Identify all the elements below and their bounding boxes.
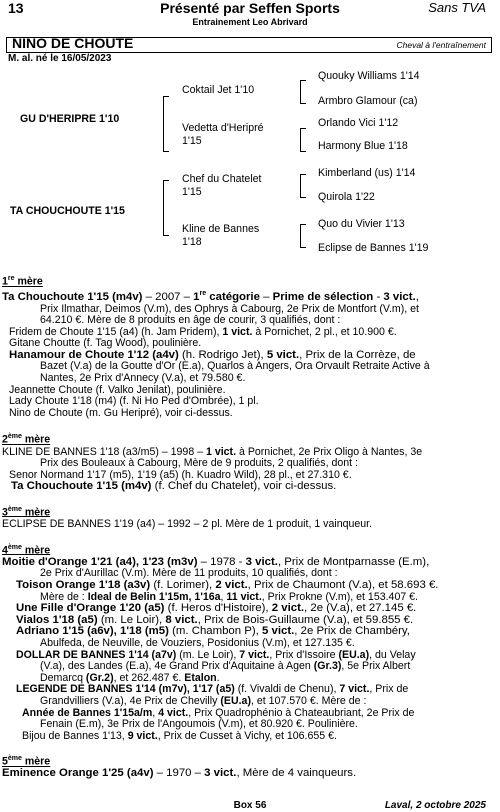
pedigree-sd-1: Vedetta d'Heripré (182, 122, 264, 134)
pedigree-sire: GU D'HERIPRE 1'10 (20, 113, 120, 125)
pedigree-sdd: Harmony Blue 1'18 (318, 140, 408, 152)
produce-annee-line-2: Fenain (E.m), 3e Prix de l'Angoumois (V.m), et 80.920 €. Poulinière. (40, 718, 358, 731)
produce-gitane: Gitane Choutte (f. Tag Wood), poulinière. (9, 337, 202, 350)
lot-number: 13 (8, 0, 24, 16)
dam-1-line: Ta Chouchoute 1'15 (m4v) – 2007 – 1re catégorie – Prime de sélection - 3 vict., (2, 290, 419, 303)
dam-4-line: Moitie d'Orange 1'21 (a4), 1'23 (m3v) – 1978 - 3 vict., Prix de Montparnasse (E.m), (2, 555, 430, 568)
horse-name: NINO DE CHOUTE (12, 35, 134, 51)
produce-jeannette: Jeannette Choute (f. Valko Jenilat), poulinière. (9, 383, 226, 396)
tax-status: Sans TVA (428, 0, 486, 15)
produce-legende-line-2: Grandvilliers (V.a), 4e Prix de Chevilly (EU.a), et 107.570 €. Mère de : (40, 694, 367, 707)
pedigree-ds-1: Chef du Chatelet (182, 173, 262, 185)
dam-4-line-2: 2e Prix d'Aurillac (V.m). Mère de 11 produits, 10 qualifiés, dont : (40, 567, 338, 580)
produce-vialos: Vialos 1'18 (a5) (m. Le Loir), 8 vict., Prix de Bois-Guillaume (V.a), et 59.855 €. (16, 613, 414, 626)
bracket-ss (300, 80, 306, 104)
dam-2-line: KLINE DE BANNES 1'18 (a3/m5) – 1998 – 1 vict. à Pornichet, 2e Prix Oligo à Nantes, 3e (2, 445, 423, 458)
pedigree-sds: Orlando Vici 1'12 (318, 117, 399, 129)
bracket-dd (300, 224, 306, 248)
pedigree-dss: Kimberland (us) 1'14 (318, 167, 416, 179)
produce-une-fille: Une Fille d'Orange 1'20 (a5) (f. Heros d'Histoire), 2 vict., 2e (V.a), et 27.145 €. (16, 602, 417, 615)
produce-dollar-line-2: (V.a), des Landes (E.a), 4e Grand Prix d'Aquitaine à Agen (Gr.3), 5e Prix Albert (40, 660, 411, 673)
produce-hanamour: Hanamour de Choute 1'12 (a4v) (h. Rodrigo Jet), 5 vict., Prix de la Corrèze, de (9, 348, 416, 361)
dam-5-line: Eminence Orange 1'25 (a4v) – 1970 – 3 vict., Mère de 4 vainqueurs. (2, 767, 357, 780)
bracket-sd (300, 128, 306, 152)
section-heading-1: 1re mère (2, 275, 43, 288)
box-number: Box 56 (233, 800, 267, 811)
pedigree-sss: Quouky Williams 1'14 (318, 70, 420, 82)
section-heading-4: 4ème mère (2, 543, 51, 557)
sale-date: Laval, 2 octobre 2025 (384, 800, 486, 811)
produce-toison-line-2: Mère de : Ideal de Belin 1'15m, 1'16a, 11 vict., Prix Prokne (V.m), et 153.407 €. (40, 590, 419, 603)
section-heading-3: 3ème mère (2, 505, 51, 519)
produce-adriano: Adriano 1'15 (a6v), 1'18 (m5) (m. Chambon P), 5 vict., 2e Prix de Chambéry, (16, 625, 410, 638)
produce-ta-chouchoute: Ta Chouchoute 1'15 (m4v) (f. Chef du Chatelet), voir ci-dessus. (11, 480, 337, 493)
produce-lady: Lady Choute 1'18 (m4) (f. Ni Ho Ped d'Ombrée), 1 pl. (9, 395, 259, 408)
pedigree-ss: Coktail Jet 1'10 (182, 84, 255, 96)
pedigree-ssd: Armbro Glamour (ca) (318, 95, 418, 107)
pedigree-dam: TA CHOUCHOUTE 1'15 (10, 205, 125, 217)
produce-dollar: DOLLAR DE BANNES 1'14 (a7v) (m. Le Loir), 7 vict., Prix d'Issoire (EU.a), du Velay (16, 648, 416, 661)
produce-adriano-line-2: Abulfeda, de Neuville, de Vouziers, Posidonius (V.m), et 127.135 €. (40, 636, 355, 649)
dam-3-line: ECLIPSE DE BANNES 1'19 (a4) – 1992 – 2 pl. Mère de 1 produit, 1 vainqueur. (2, 518, 373, 531)
pedigree-dd-1: Kline de Bannes (182, 223, 260, 235)
maternal-line (0, 273, 500, 780)
pedigree-sd-2: 1'15 (182, 135, 202, 147)
pedigree-ddd: Eclipse de Bannes 1'19 (318, 242, 429, 254)
page-title: Présenté par Seffen Sports (160, 0, 340, 16)
horse-status: Cheval à l'entraînement (396, 40, 486, 50)
pedigree-dd-2: 1'18 (182, 236, 202, 248)
produce-fridem: Fridem de Choute 1'15 (a4) (h. Jam Pridem), 1 vict. à Pornichet, 2 pl., et 10.900 €. (9, 325, 397, 338)
bracket-ds (300, 174, 306, 198)
dam-1-line-3: 64.210 €. Mère de 8 produits en âge de courir, 3 qualifiés, dont : (40, 314, 341, 327)
produce-toison: Toison Orange 1'18 (a3v) (f. Lorimer), 2 vict., Prix de Chaumont (V.a), et 58.693 €. (16, 578, 439, 591)
dam-1-line-2: Prix Ilmathar, Deimos (V.m), des Ophrys à Cabourg, 2e Prix de Montfort (V.m), et (40, 302, 419, 315)
horse-birth: M. al. né le 16/05/2023 (8, 53, 112, 64)
pedigree-dsd: Quirola 1'22 (318, 191, 375, 203)
trainer-line: Entrainement Leo Abrivard (192, 17, 308, 27)
produce-dollar-line-3: Demarcq (Gr.2), et 262.487 €. Etalon. (40, 671, 220, 684)
pedigree-ds-2: 1'15 (182, 186, 202, 198)
produce-hanamour-line-2: Bazet (V.a) de la Goutte d'Or (E.a), Quarlos à Angers, Ora Orvault Retraite Active à (40, 360, 430, 373)
produce-hanamour-line-3: Nantes, 2e Prix d'Annecy (V.a), et 79.580 €. (40, 372, 246, 385)
dam-2-line-2: Prix des Bouleaux à Cabourg, Mère de 9 produits, 2 qualifiés, dont : (40, 457, 358, 470)
section-heading-5: 5ème mère (2, 755, 51, 768)
produce-annee: Année de Bannes 1'15a/m, 4 vict., Prix Quadrophénio à Chateaubriant, 2e Prix de (22, 706, 415, 719)
bracket-sire (163, 96, 169, 152)
produce-legende: LEGENDE DE BANNES 1'14 (m7v), 1'17 (a5) (f. Vivaldi de Chenu), 7 vict., Prix de (16, 683, 409, 696)
pedigree-dds: Quo du Vivier 1'13 (318, 218, 405, 230)
produce-senor: Senor Normand 1'17 (m5), 1'19 (a5) (h. Kuadro Wild), 28 pl., et 27.310 €. (9, 468, 352, 481)
bracket-dam (163, 180, 169, 236)
produce-bijou: Bijou de Bannes 1'13, 9 vict., Prix de Cusset à Vichy, et 106.655 €. (22, 729, 337, 742)
section-heading-2: 2ème mère (2, 433, 51, 446)
produce-nino: Nino de Choute (m. Gu Heripré), voir ci-dessus. (9, 406, 233, 419)
